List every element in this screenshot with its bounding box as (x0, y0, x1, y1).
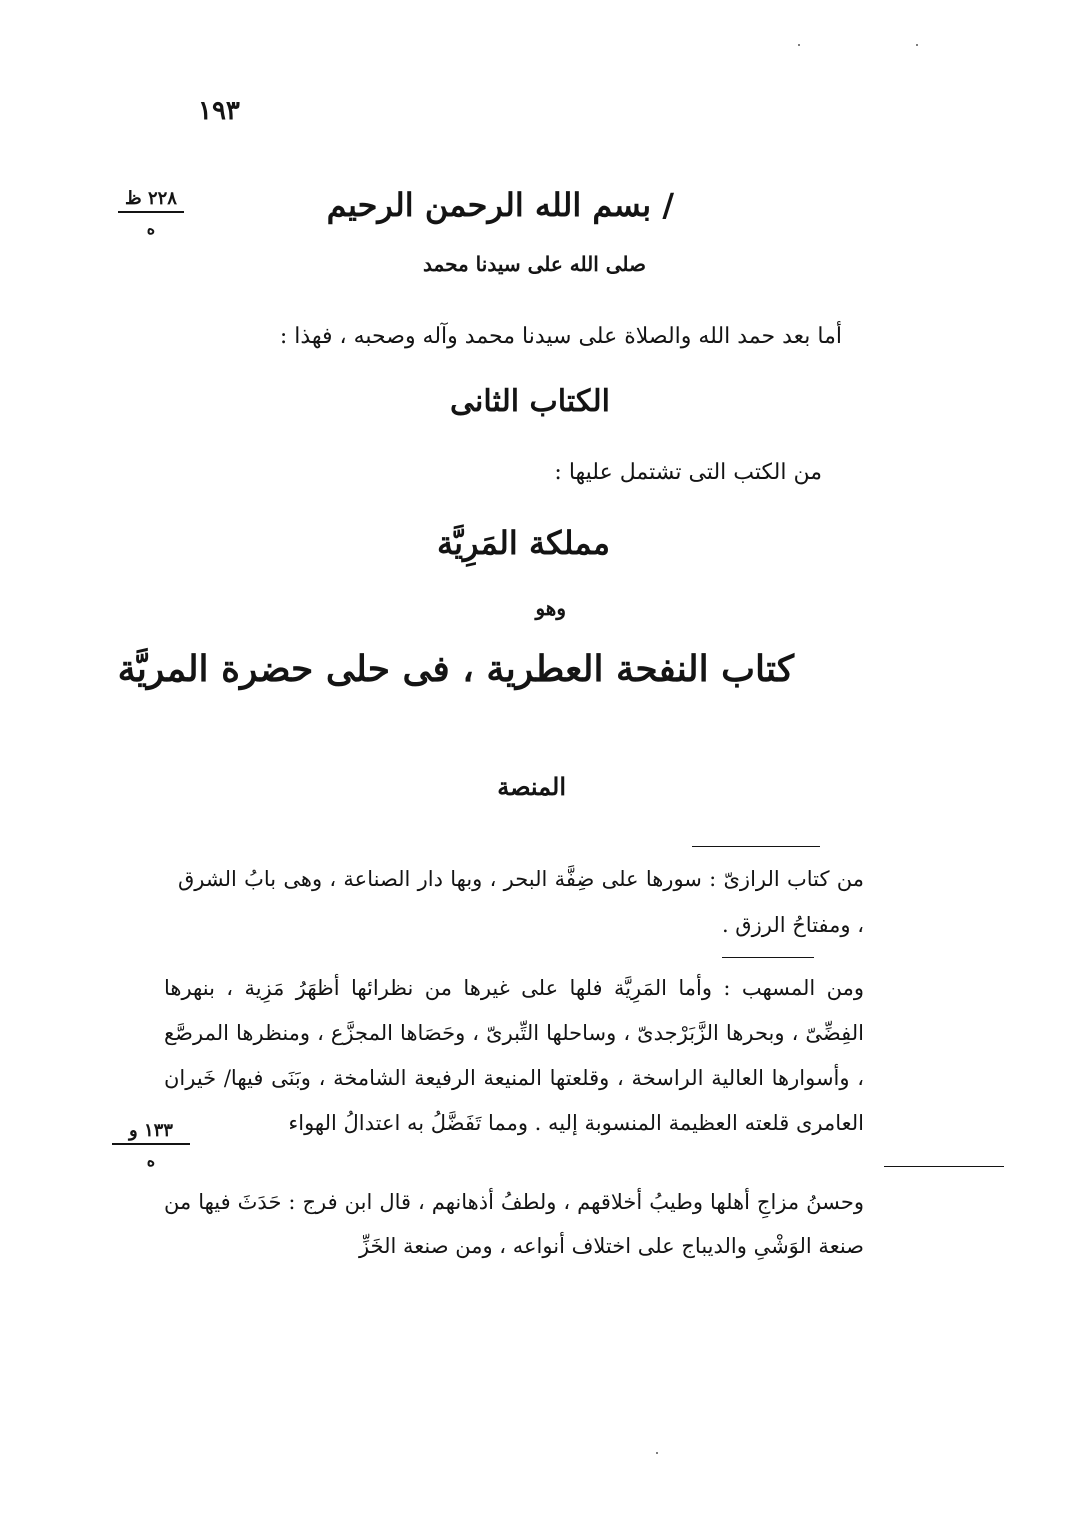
section-heading: المنصة (497, 772, 566, 801)
intro-line: أما بعد حمد الله والصلاة على سيدنا محمد وآله وصحبه ، فهذا : (279, 324, 842, 349)
margin-reference-top (118, 190, 184, 237)
kingdom-title: مملكة المَرِيَّة (436, 524, 610, 562)
margin-reference-bottom (112, 1122, 190, 1169)
page-number: ١٩٣ (198, 96, 240, 126)
folio-reference: ٢٢٨ ظ (118, 190, 184, 213)
scan-speck (916, 44, 918, 46)
basmala: / بسم الله الرحمن الرحيم (326, 186, 674, 224)
manuscript-siglum: ه (146, 1151, 156, 1170)
source-underline (884, 1166, 1004, 1167)
manuscript-siglum: ه (146, 219, 156, 238)
paragraph-ibn-faraj: وحسنُ مزاجِ أهلها وطيبُ أخلاقهم ، ولطفُ أذهانهم ، قال ابن فرج : حَدَثَ فيها من صنعة الوَشْىِ والديباج على اختلاف أنواعه ، ومن صنعة الخَزِّ (164, 1190, 864, 1258)
paragraph-razi: من كتاب الرازىّ : سورها على ضِفَّة البحر ، وبها دار الصناعة ، وهى بابُ الشرق ، ومفتاحُ الرزق . (178, 867, 864, 937)
salawat-line: صلى الله على سيدنا محمد (423, 252, 646, 276)
books-intro-line: من الكتب التى تشتمل عليها : (554, 460, 822, 485)
main-title: كتاب النفحة العطرية ، فى حلى حضرة المريَّة (117, 648, 794, 690)
connector-word: وهو (535, 596, 566, 620)
source-underline (722, 957, 814, 958)
book-title: الكتاب الثانى (450, 384, 610, 419)
scan-speck (656, 1452, 658, 1454)
scan-speck (798, 44, 800, 46)
paragraph-mushib: ومن المسهب : وأما المَرِيَّة فلها على غيرها من نظرائها أظهَرُ مَزِية ، بنهرها الفِضِّىّ ، وبحرها الزَّبَرْجدىّ ، وساحلها التِّبرىّ ، وحَصَاها المجزَّع ، ومنظرها المرصَّع ، وأسوارها العالية الراسخة ، وقلعتها المنيعة الرفيعة الشامخة ، وبَنَى فيها/ خَيران العامرى قلعته العظيمة المنسوبة إليه . ومما تَفَضَّلُ به اعتدالُ الهواء (164, 976, 864, 1135)
folio-reference: ١٣٣ و (112, 1122, 190, 1145)
source-underline (692, 846, 820, 847)
